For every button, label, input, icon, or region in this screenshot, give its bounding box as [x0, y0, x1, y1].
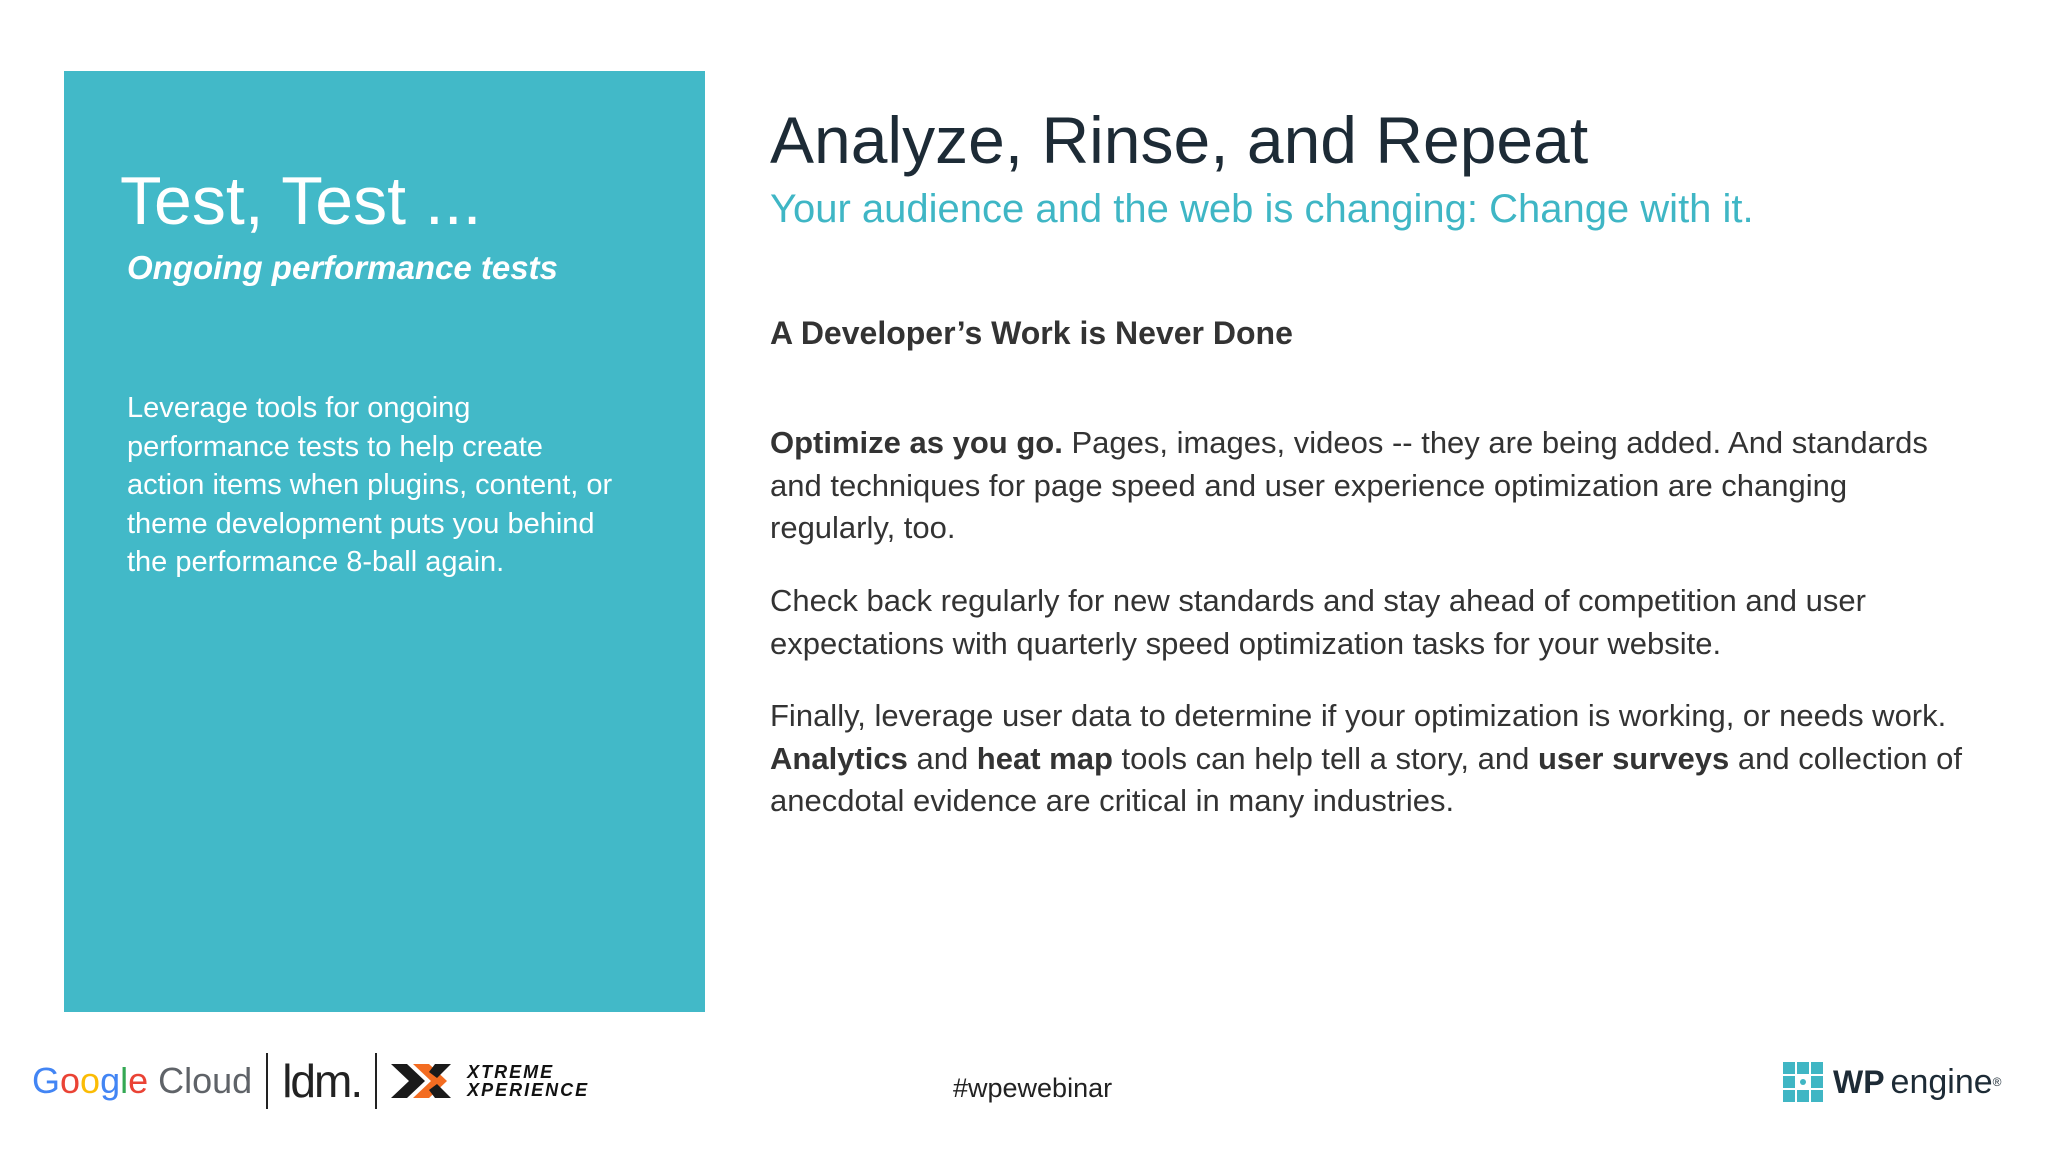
- google-letter: g: [100, 1060, 121, 1101]
- cloud-word: Cloud: [158, 1060, 253, 1101]
- bold-heat-map: heat map: [976, 740, 1113, 776]
- left-panel: [64, 71, 705, 1012]
- engine-word: engine: [1890, 1062, 1993, 1101]
- paragraph-text: and: [907, 740, 977, 776]
- slide-subtitle: Your audience and the web is changing: Change with it.: [770, 187, 1754, 231]
- logo-divider: [266, 1053, 268, 1109]
- bold-user-surveys: user surveys: [1537, 740, 1730, 776]
- google-cloud-logo: [32, 1059, 252, 1103]
- google-letter: e: [128, 1060, 149, 1101]
- xx-logo-text: [467, 1063, 589, 1099]
- panel-title: Test, Test ...: [120, 163, 482, 239]
- paragraph-finally: [770, 695, 1970, 823]
- xx-logo-line: XTREME: [467, 1062, 555, 1082]
- xtreme-xperience-logo: [391, 1063, 589, 1099]
- ldm-logo: ldm.: [282, 1055, 362, 1107]
- section-heading: A Developer’s Work is Never Done: [770, 315, 1293, 351]
- google-letter: o: [80, 1060, 101, 1101]
- xx-logo-line: XPERIENCE: [467, 1080, 590, 1100]
- paragraph-text: and collection of anecdotal evidence are critical in many industries.: [770, 740, 1962, 818]
- xtreme-x-icon: [391, 1064, 461, 1098]
- paragraph-text: Check back regularly for new standards and stay ahead of competition and user expectations with quarterly speed optimization tasks for your website.: [770, 583, 1866, 661]
- sponsor-logos: [32, 1050, 589, 1112]
- hashtag: #wpewebinar: [953, 1073, 1113, 1103]
- panel-subtitle: Ongoing performance tests: [127, 249, 558, 286]
- paragraph-optimize: [770, 422, 1970, 550]
- paragraph-text: Pages, images, videos -- they are being added. And standards and techniques for page speed and user experience optimization are changing regularly, too.: [770, 425, 1928, 545]
- google-letter: o: [60, 1060, 81, 1101]
- logo-divider: [375, 1053, 377, 1109]
- wpengine-grid-icon: [1783, 1062, 1823, 1102]
- google-letter: G: [32, 1060, 61, 1101]
- paragraph-text: Finally, leverage user data to determine if your optimization is working, or needs work.: [770, 698, 1947, 733]
- registered-mark: ®: [1992, 1075, 2002, 1089]
- paragraph-text: tools can help tell a story, and: [1112, 740, 1538, 776]
- google-letter: l: [120, 1060, 129, 1101]
- slide-title: Analyze, Rinse, and Repeat: [770, 103, 1589, 177]
- paragraph-check-back: [770, 580, 1970, 665]
- wpengine-logo: [1783, 1058, 2002, 1106]
- wp-word: WP: [1833, 1063, 1885, 1100]
- paragraph-lead-bold: Optimize as you go.: [770, 425, 1063, 460]
- panel-body: Leverage tools for ongoing performance tests to help create action items when plugins, content, or theme development puts you behind the performance 8-ball again.: [127, 392, 613, 578]
- bold-analytics: Analytics: [770, 740, 908, 776]
